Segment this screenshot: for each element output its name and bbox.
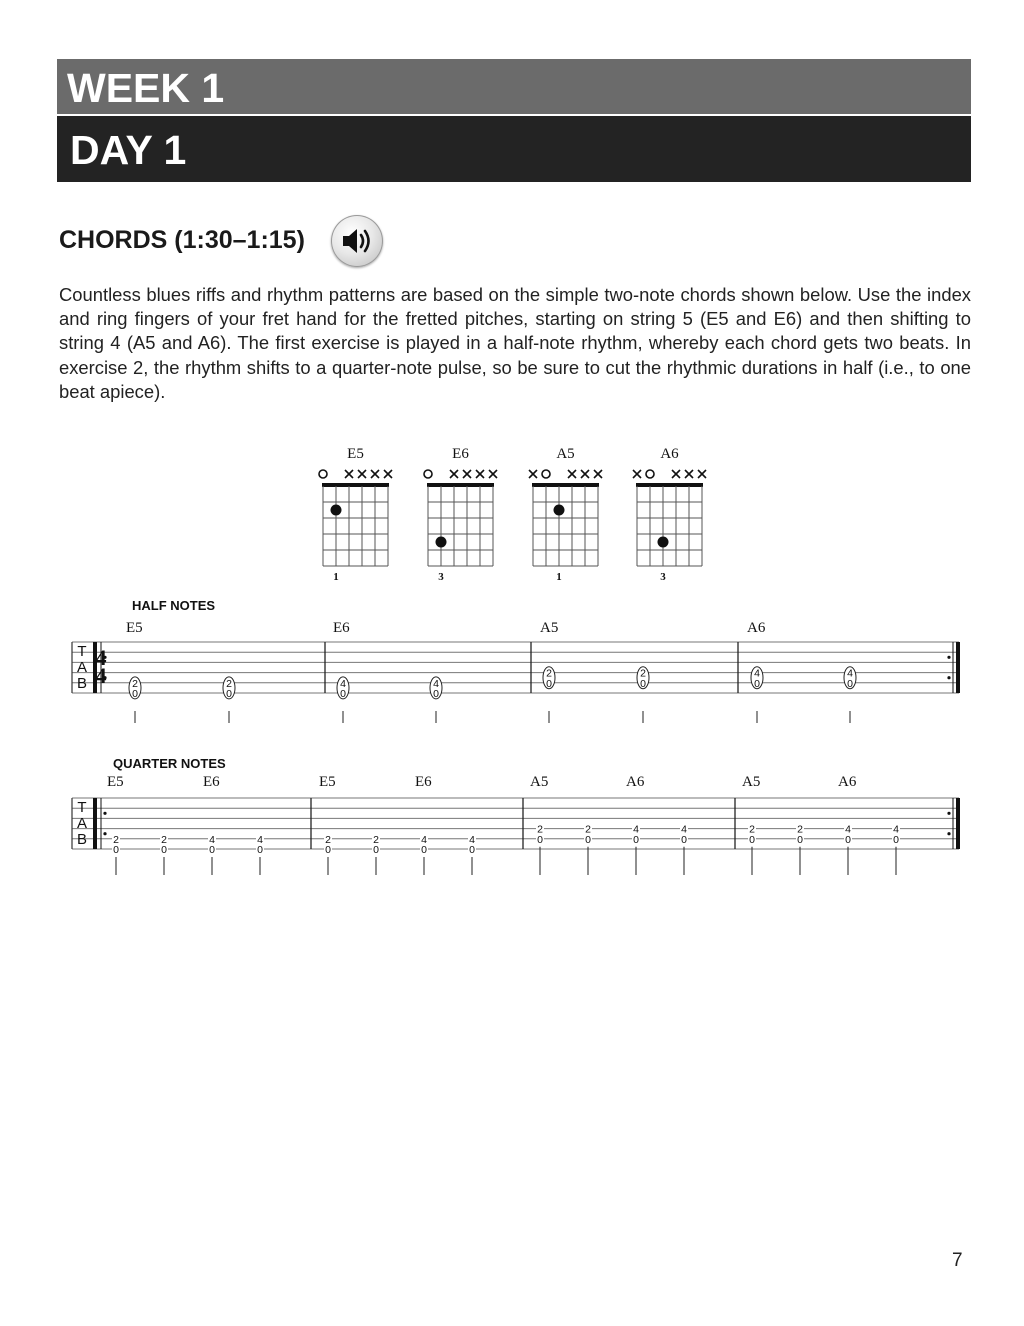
chord-nut	[636, 483, 703, 487]
finger-dot	[658, 537, 669, 548]
chord-symbol: E5	[319, 774, 336, 790]
fret-number: 0	[433, 688, 439, 700]
repeat-start-thick	[93, 798, 97, 849]
fret-number: 2	[585, 823, 591, 836]
fret-number: 0	[797, 833, 803, 846]
open-string-marker	[319, 470, 327, 478]
tab-clef-letter: T	[77, 799, 87, 816]
audio-play-button[interactable]	[331, 215, 383, 267]
fret-number: 0	[209, 844, 215, 856]
fret-number: 0	[546, 677, 552, 690]
fret-number: 4	[209, 833, 215, 846]
fret-number: 0	[754, 677, 760, 690]
muted-string-marker	[581, 470, 589, 478]
tab-clef-letter: B	[76, 831, 88, 848]
repeat-dot	[103, 812, 106, 815]
repeat-end-thick	[956, 642, 960, 693]
finger-dot	[331, 505, 342, 516]
fret-number: 0	[257, 844, 263, 856]
week-heading: WEEK 1	[57, 59, 971, 114]
chord-nut	[427, 483, 494, 487]
chord-diagrams	[0, 430, 1024, 590]
fret-number: 4	[340, 677, 346, 690]
muted-string-marker	[698, 470, 706, 478]
muted-string-marker	[529, 470, 537, 478]
fret-number: 0	[893, 833, 899, 846]
fret-number: 2	[640, 667, 646, 680]
fret-number: 4	[633, 823, 639, 836]
finger-dot	[554, 505, 565, 516]
section-title: CHORDS (1:30–1:15)	[59, 226, 305, 254]
muted-string-marker	[594, 470, 602, 478]
fret-number: 2	[161, 833, 167, 846]
finger-number: 3	[660, 571, 666, 583]
time-signature-bottom: 4	[95, 663, 107, 688]
fret-number: 2	[546, 667, 552, 680]
open-string-marker	[542, 470, 550, 478]
exercise-label: QUARTER NOTES	[113, 756, 226, 771]
finger-dot	[436, 537, 447, 548]
chord-symbol: A5	[530, 774, 549, 790]
fret-number: 0	[113, 844, 119, 856]
fret-number: 0	[845, 833, 851, 846]
muted-string-marker	[450, 470, 458, 478]
chord-symbol: E5	[126, 620, 143, 636]
fret-number: 4	[893, 823, 899, 836]
chord-symbol: A6	[838, 774, 857, 790]
fret-number: 0	[633, 833, 639, 846]
fret-number: 2	[113, 833, 119, 846]
speaker-icon	[341, 226, 373, 256]
muted-string-marker	[345, 470, 353, 478]
fret-number: 0	[325, 844, 331, 856]
chord-symbol: A6	[626, 774, 645, 790]
fret-number: 4	[469, 833, 475, 846]
repeat-dot	[947, 812, 950, 815]
fret-number: 4	[421, 833, 427, 846]
half-notes-tab	[0, 590, 1024, 730]
chord-symbol: A6	[747, 620, 766, 636]
fret-number: 0	[373, 844, 379, 856]
repeat-dot	[947, 676, 950, 679]
muted-string-marker	[489, 470, 497, 478]
muted-string-marker	[672, 470, 680, 478]
muted-string-marker	[371, 470, 379, 478]
exercise-label: HALF NOTES	[132, 598, 216, 613]
fret-number: 4	[257, 833, 263, 846]
fret-number: 2	[226, 677, 232, 690]
chord-nut	[322, 483, 389, 487]
fret-number: 0	[226, 688, 232, 700]
finger-number: 1	[333, 571, 339, 583]
chord-symbol: A5	[742, 774, 761, 790]
muted-string-marker	[358, 470, 366, 478]
fret-number: 2	[373, 833, 379, 846]
time-signature-top: 4	[95, 645, 107, 670]
muted-string-marker	[463, 470, 471, 478]
chord-name: A6	[660, 446, 679, 462]
open-string-marker	[424, 470, 432, 478]
fret-number: 0	[469, 844, 475, 856]
fret-number: 0	[847, 677, 853, 690]
chord-symbol: E6	[415, 774, 432, 790]
page-number: 7	[952, 1250, 963, 1271]
fret-number: 0	[640, 677, 646, 690]
fret-number: 4	[433, 677, 439, 690]
tab-clef-letter: B	[76, 675, 88, 692]
open-string-marker	[646, 470, 654, 478]
day-heading: DAY 1	[57, 116, 971, 182]
muted-string-marker	[476, 470, 484, 478]
fret-number: 0	[132, 688, 138, 700]
repeat-dot	[947, 656, 950, 659]
repeat-dot	[103, 832, 106, 835]
chord-symbol: E5	[107, 774, 124, 790]
chord-name: E6	[452, 446, 469, 462]
muted-string-marker	[568, 470, 576, 478]
fret-number: 0	[340, 688, 346, 700]
muted-string-marker	[633, 470, 641, 478]
repeat-end-thick	[956, 798, 960, 849]
muted-string-marker	[685, 470, 693, 478]
fret-number: 0	[681, 833, 687, 846]
finger-number: 3	[438, 571, 444, 583]
fret-number: 4	[845, 823, 851, 836]
fret-number: 4	[754, 667, 760, 680]
fret-number: 2	[132, 677, 138, 690]
muted-string-marker	[384, 470, 392, 478]
chord-symbol: A5	[540, 620, 559, 636]
finger-number: 1	[556, 571, 562, 583]
fret-number: 0	[585, 833, 591, 846]
fret-number: 2	[325, 833, 331, 846]
fret-number: 2	[797, 823, 803, 836]
fret-number: 0	[421, 844, 427, 856]
fret-number: 0	[161, 844, 167, 856]
fret-number: 0	[749, 833, 755, 846]
chord-name: A5	[556, 446, 575, 462]
tab-clef-letter: A	[76, 815, 88, 832]
repeat-dot	[947, 832, 950, 835]
section-body-text: Countless blues riffs and rhythm patterns are based on the simple two-note chords shown below. Use the index and ring fingers of your fret hand for the fretted pitches, starting on string 5 (E5 and E6) and then shifting to string 4 (A5 and A6). The first exercise is played in a half-note rhythm, whereby each chord gets two beats. In exercise 2, the rhythm shifts to a quarter-note pulse, so be sure to cut the rhythmic durations in half (i.e., to one beat apiece).	[59, 284, 971, 402]
chord-nut	[532, 483, 599, 487]
tab-clef-letter: T	[77, 643, 87, 660]
tab-clef-letter: A	[76, 659, 88, 676]
fret-number: 2	[749, 823, 755, 836]
fret-number: 4	[681, 823, 687, 836]
fret-number: 2	[537, 823, 543, 836]
fret-number: 0	[537, 833, 543, 846]
fret-number: 4	[847, 667, 853, 680]
chord-symbol: E6	[203, 774, 220, 790]
quarter-notes-tab	[0, 748, 1024, 888]
chord-name: E5	[347, 446, 364, 462]
chord-symbol: E6	[333, 620, 350, 636]
